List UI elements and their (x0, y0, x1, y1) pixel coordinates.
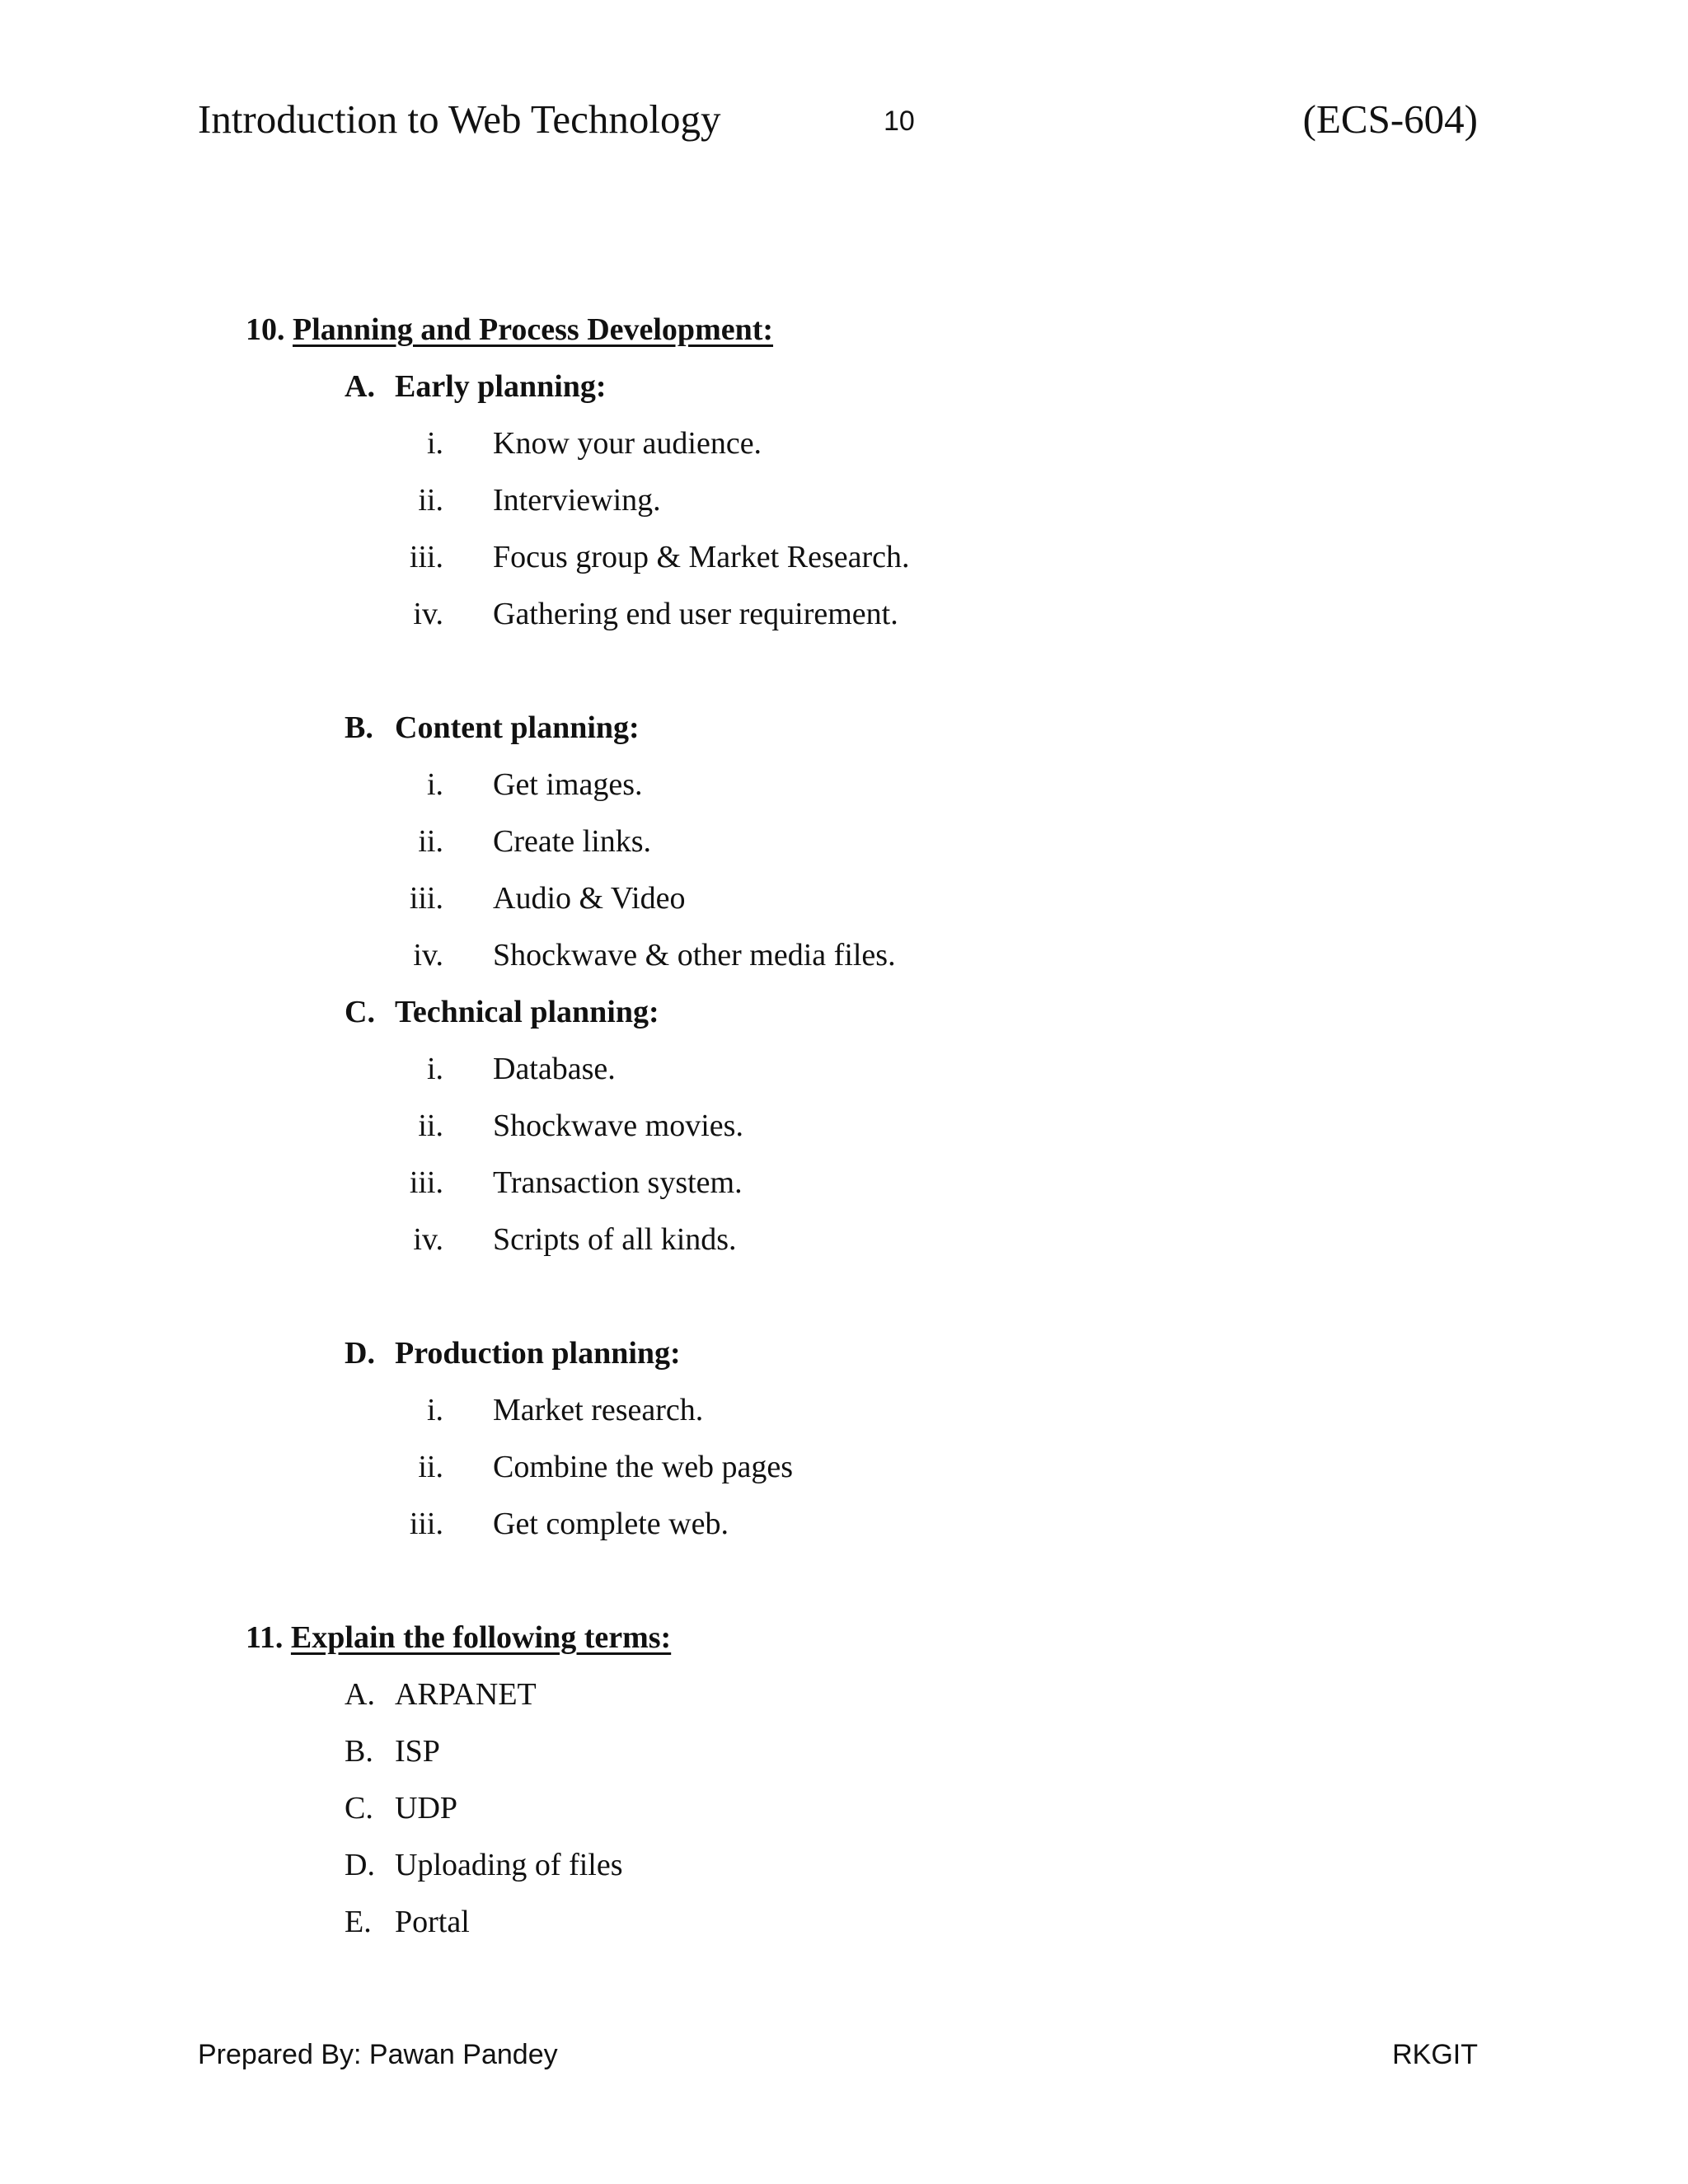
header-title: Introduction to Web Technology (198, 96, 721, 142)
item-number: iii. (409, 881, 443, 916)
question-heading (246, 1622, 671, 1653)
list-item: Shockwave movies. (493, 1108, 743, 1143)
list-item: Know your audience. (493, 426, 762, 461)
term-letter: E. (345, 1905, 372, 1939)
section-title: Early planning: (395, 369, 607, 404)
section-letter: B. (345, 710, 373, 745)
question-number: 11. (246, 1620, 284, 1655)
section-letter: D. (345, 1336, 375, 1371)
list-item: Database. (493, 1052, 616, 1086)
term-item: ISP (395, 1734, 440, 1769)
item-number: iii. (409, 540, 443, 574)
item-number: ii. (418, 824, 443, 859)
section-title: Production planning: (395, 1336, 681, 1371)
section-letter: A. (345, 369, 375, 404)
item-number: iv. (413, 597, 443, 631)
question-number: 10. (246, 312, 285, 347)
list-item: Focus group & Market Research. (493, 540, 910, 574)
list-item: Combine the web pages (493, 1450, 794, 1484)
list-item: Gathering end user requirement. (493, 597, 898, 631)
list-item: Create links. (493, 824, 652, 859)
item-number: iv. (413, 938, 443, 972)
term-item: UDP (395, 1791, 458, 1825)
question-title: Planning and Process Development: (293, 312, 774, 347)
item-number: iii. (409, 1507, 443, 1541)
item-number: i. (426, 426, 443, 461)
question-heading (246, 314, 773, 345)
course-code: (ECS-604) (1302, 96, 1478, 142)
list-item: Audio & Video (493, 881, 686, 916)
term-letter: C. (345, 1791, 373, 1825)
term-letter: A. (345, 1677, 375, 1712)
list-item: Scripts of all kinds. (493, 1222, 737, 1257)
item-number: i. (426, 767, 443, 802)
item-number: i. (426, 1052, 443, 1086)
term-item: ARPANET (395, 1677, 537, 1712)
question-title: Explain the following terms: (290, 1620, 672, 1655)
item-number: iii. (409, 1165, 443, 1200)
list-item: Shockwave & other media files. (493, 938, 896, 972)
section-letter: C. (345, 995, 375, 1029)
term-item: Uploading of files (395, 1848, 623, 1882)
term-item: Portal (395, 1905, 470, 1939)
section-title: Content planning: (395, 710, 640, 745)
list-item: Get images. (493, 767, 643, 802)
page-number: 10 (884, 105, 915, 137)
term-letter: D. (345, 1848, 375, 1882)
footer-prepared-by: Prepared By: Pawan Pandey (198, 2039, 558, 2070)
item-number: i. (426, 1393, 443, 1427)
list-item: Interviewing. (493, 483, 661, 518)
list-item: Market research. (493, 1393, 704, 1427)
list-item: Transaction system. (493, 1165, 743, 1200)
item-number: ii. (418, 1108, 443, 1143)
list-item: Get complete web. (493, 1507, 729, 1541)
item-number: ii. (418, 1450, 443, 1484)
item-number: iv. (413, 1222, 443, 1257)
section-title: Technical planning: (395, 995, 659, 1029)
item-number: ii. (418, 483, 443, 518)
footer-institution: RKGIT (1392, 2039, 1478, 2070)
term-letter: B. (345, 1734, 373, 1769)
